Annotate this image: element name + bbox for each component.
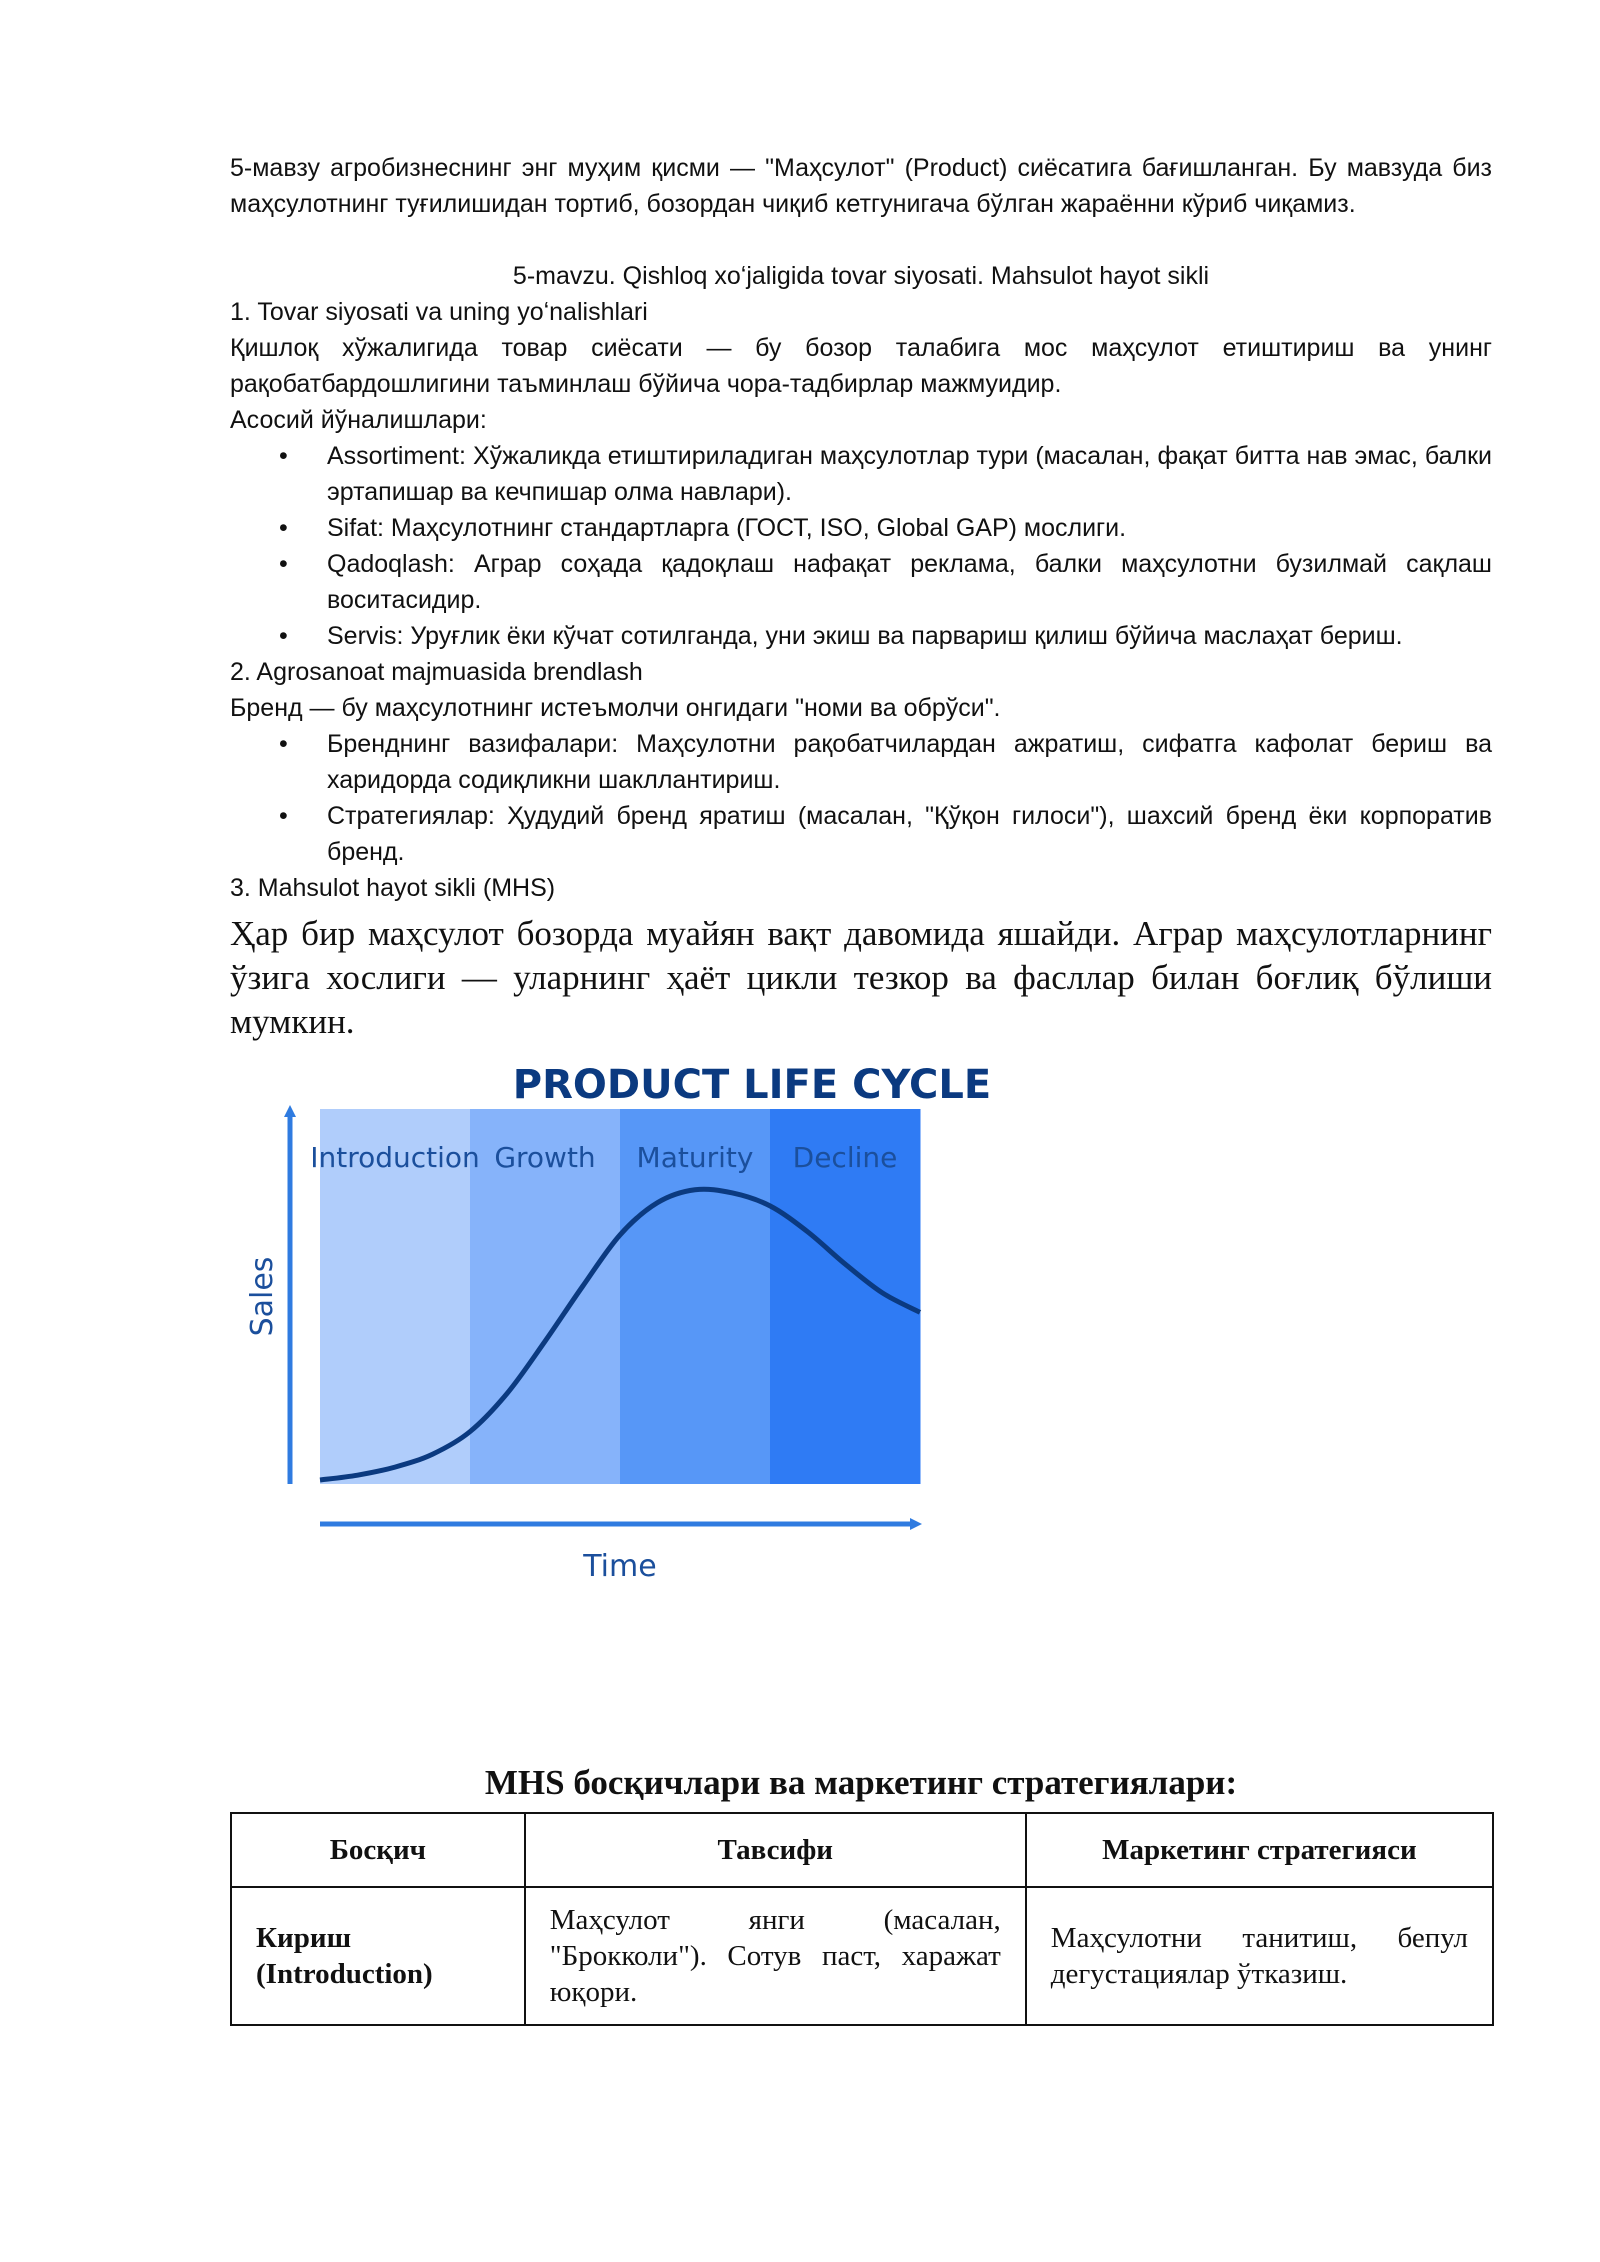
- section3-lead: Ҳар бир маҳсулот бозорда муайян вақт давомида яшайди. Аграр маҳсулотларнинг ўзига хослиги — уларнинг ҳаёт цикли тезкор ва фасллар билан боғлиқ бўлиши мумкин.: [230, 914, 1492, 1041]
- directions-label: Асосий йўналишлари:: [230, 406, 487, 434]
- cell-description: Маҳсулот янги (масалан, "Брокколи"). Сотув паст, харажат юқори.: [525, 1887, 1026, 2025]
- mhs-table: [230, 1812, 1494, 2026]
- topic-title: 5-mavzu. Qishloq xoʻjaligida tovar siyosati. Mahsulot hayot sikli: [512, 262, 1210, 290]
- list-item: • Стратегиялар: Ҳудудий бренд яратиш (масалан, "Қўқон гилоси"), шахсий бренд ёки корпоратив бренд.: [230, 798, 1492, 870]
- stage-label-maturity: Maturity: [636, 1141, 754, 1174]
- list-item: • Бренднинг вазифалари: Маҳсулотни рақобатчилардан ажратиш, сифатга кафолат бериш ва харидорда содиқликни шакллантириш.: [230, 726, 1492, 798]
- section3-heading: 3. Mahsulot hayot sikli (MHS): [230, 874, 556, 902]
- document-page: [230, 150, 1492, 2026]
- header-description: Тавсифи: [525, 1813, 1026, 1887]
- brand-list: [230, 726, 1492, 870]
- directions-list: [230, 438, 1492, 654]
- stage-label-growth: Growth: [494, 1141, 596, 1174]
- stage-label-decline: Decline: [792, 1141, 898, 1174]
- section1-definition: Қишлоқ хўжалигида товар сиёсати — бу бозор талабига мос маҳсулот етиштириш ва унинг рақобатбардошлигини таъминлаш бўйича чора-тадбирлар мажмуидир.: [230, 334, 1492, 398]
- header-stage: Босқич: [231, 1813, 525, 1887]
- product-life-cycle-chart: [230, 1054, 1492, 1774]
- list-item: • Qadoqlash: Аграр соҳада қадоқлаш нафақат реклама, балки маҳсулотни бузилмай сақлаш воситасидир.: [230, 546, 1492, 618]
- list-item: • Assortiment: Хўжаликда етиштириладиган маҳсулотлар тури (масалан, фақат битта нав эмас, балки эртапишар ва кечпишар олма навлари).: [230, 438, 1492, 510]
- chart-svg: [230, 1054, 1492, 1774]
- list-item: • Sifat: Маҳсулотнинг стандартларга (ГОСТ, ISO, Global GAP) мослиги.: [230, 510, 1492, 546]
- chart-title: PRODUCT LIFE CYCLE: [512, 1062, 992, 1108]
- header-strategy: Маркетинг стратегияси: [1026, 1813, 1493, 1887]
- cell-stage: Кириш (Introduction): [231, 1887, 525, 2025]
- table-title: MHS босқичлари ва маркетинг стратегиялари:: [484, 1763, 1238, 1802]
- section1-heading: 1. Tovar siyosati va uning yoʻnalishlari: [230, 298, 648, 326]
- table-header-row: [231, 1813, 1493, 1887]
- list-item: • Servis: Уруғлик ёки кўчат сотилганда, уни экиш ва парвариш қилиш бўйича маслаҳат бериш.: [230, 618, 1492, 654]
- cell-strategy: Маҳсулотни танитиш, бепул дегустациялар ўтказиш.: [1026, 1887, 1493, 2025]
- section2-heading: 2. Agrosanoat majmuasida brendlash: [230, 658, 643, 686]
- intro-paragraph: 5-мавзу агробизнеснинг энг муҳим қисми — "Маҳсулот" (Product) сиёсатига бағишланган. Бу мавзуда биз маҳсулотнинг туғилишидан тортиб, бозордан чиқиб кетгунигача бўлган жараённи кўриб чиқамиз.: [230, 154, 1492, 218]
- x-axis-label: Time: [583, 1549, 657, 1584]
- stage-label-introduction: Introduction: [310, 1141, 480, 1174]
- section2-definition: Бренд — бу маҳсулотнинг истеъмолчи онгидаги "номи ва обрўси".: [230, 694, 1001, 722]
- y-axis-label: Sales: [245, 1256, 280, 1337]
- table-row: [231, 1887, 1493, 2025]
